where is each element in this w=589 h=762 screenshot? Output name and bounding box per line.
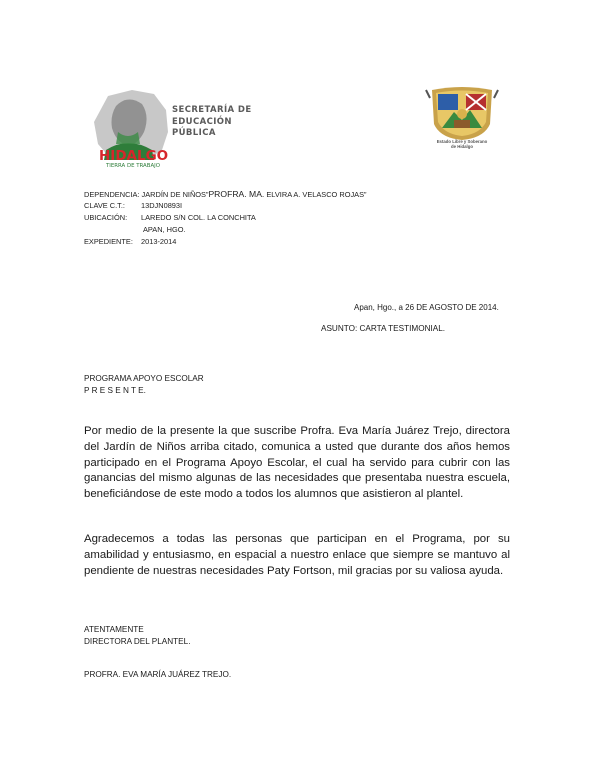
ubicacion-value: LAREDO S/N COL. LA CONCHITA — [141, 213, 256, 222]
sep-line: PÚBLICA — [172, 128, 216, 138]
presente: P R E S E N T E. — [84, 386, 146, 395]
dependencia-value-rest: ELVIRA A. VELASCO ROJAS” — [264, 190, 367, 199]
dependencia-value: JARDÍN DE NIÑOS” — [141, 190, 209, 199]
hidalgo-tagline: TIERRA DE TRABAJO — [106, 163, 160, 169]
recipient: PROGRAMA APOYO ESCOLAR — [84, 374, 204, 383]
closing: ATENTAMENTE — [84, 625, 144, 634]
ubicacion-label: UBICACIÓN: — [84, 213, 128, 222]
clave-value: 13DJN0893I — [141, 201, 183, 210]
dependencia-row — [84, 189, 366, 199]
clave-row — [84, 201, 182, 210]
ubicacion-row — [84, 213, 256, 222]
dependencia-label: DEPENDENCIA: — [84, 190, 140, 199]
expediente-label: EXPEDIENTE: — [84, 237, 133, 246]
sep-hidalgo-logo — [88, 88, 172, 180]
expediente-value: 2013-2014 — [141, 237, 177, 246]
expediente-row — [84, 237, 176, 246]
sep-line: SECRETARÍA DE — [172, 105, 252, 115]
clave-label: CLAVE C.T.: — [84, 201, 125, 210]
body-paragraph-1: Por medio de la presente la que suscribe Profra. Eva María Juárez Trejo, directora del Jardín de Niños arriba citado, comunica a usted que durante dos años hemos participado en el Programa Apoyo Escolar, el cual ha servido para cubrir con las ganancias del mismo algunas de las necesidades que presentaba nuestra escuela, beneficiándose de este modo a todos los alumnos que asistieron al plantel. — [84, 425, 510, 501]
letter-date: Apan, Hgo., a 26 DE AGOSTO DE 2014. — [354, 303, 499, 312]
dependencia-value-emphasis: PROFRA. MA. — [208, 189, 265, 199]
crest-caption — [424, 139, 500, 150]
signature-name: PROFRA. EVA MARÍA JUÁREZ TREJO. — [84, 670, 232, 679]
crest-caption-line: de Hidalgo — [451, 144, 473, 150]
ubicacion-value-2: APAN, HGO. — [143, 225, 186, 234]
closing-title: DIRECTORA DEL PLANTEL. — [84, 637, 191, 646]
crest-caption-line: Estado Libre y Soberano — [436, 139, 488, 144]
sep-line: EDUCACIÓN — [172, 116, 232, 127]
sep-name — [172, 105, 252, 140]
hidalgo-wordmark: HIDALGO — [99, 148, 169, 164]
letter-subject: ASUNTO: CARTA TESTIMONIAL. — [321, 324, 446, 333]
ubicacion-row-2 — [143, 225, 186, 234]
body-paragraph-2: Agradecemos a todas las personas que participan en el Programa, por su amabilidad y entusiasmo, en espacial a nuestro enlace que siempre se mantuvo al pendiente de nuestras necesidades Paty Fortson, mil gracias por su valiosa ayuda. — [84, 533, 510, 577]
